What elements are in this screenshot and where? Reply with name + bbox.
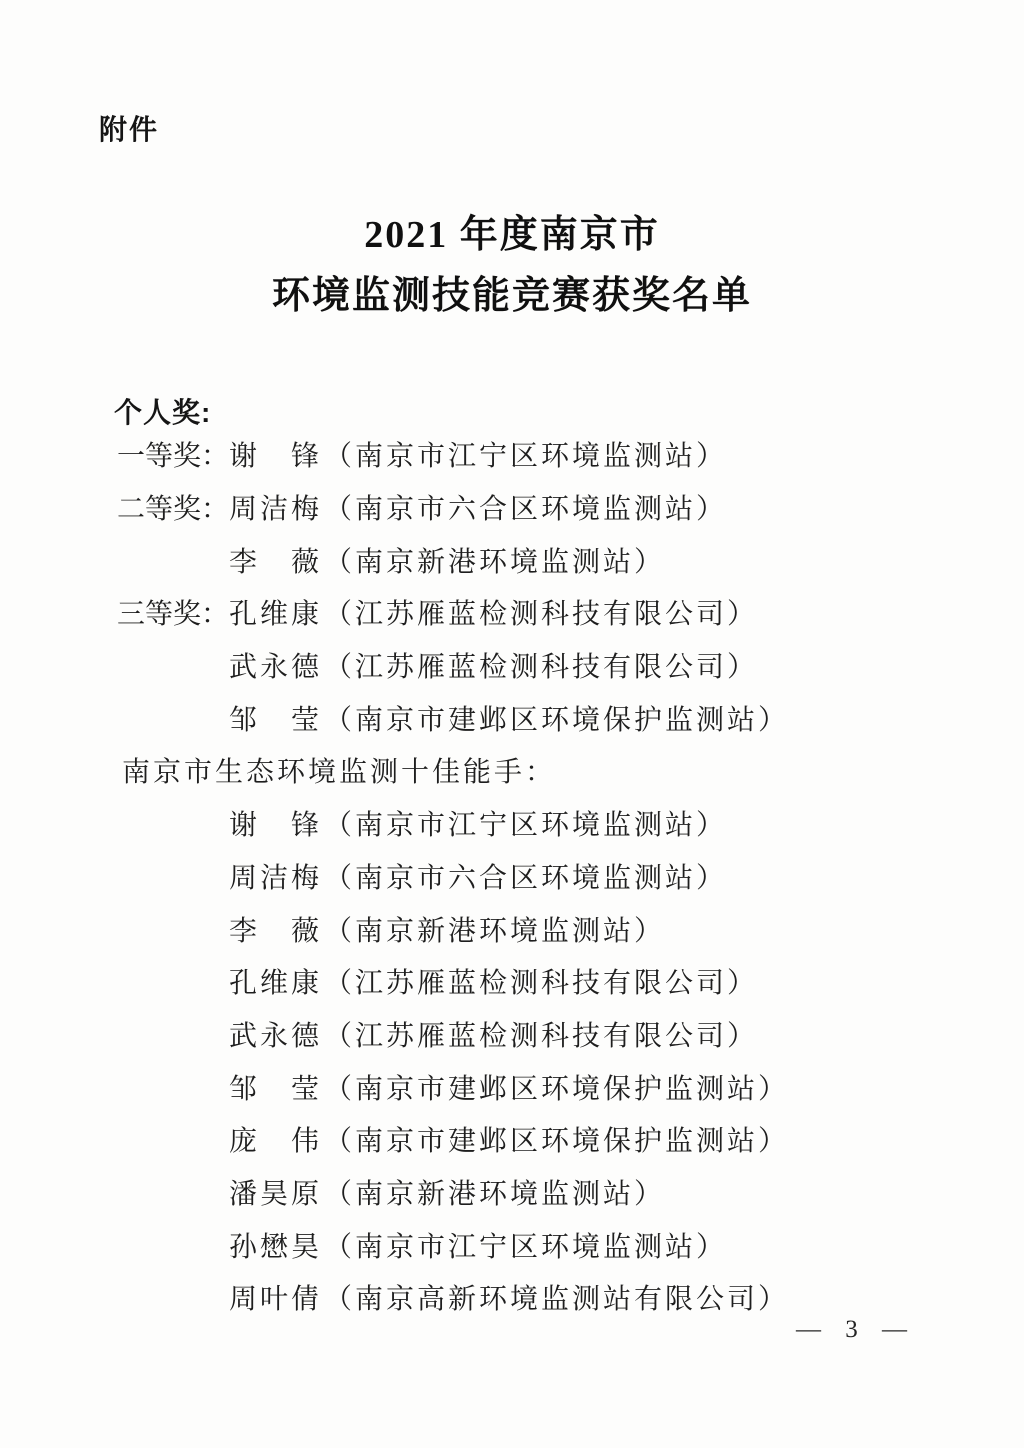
document-title xyxy=(0,205,1024,327)
awardee-org: （江苏雁蓝检测科技有限公司） xyxy=(324,652,759,684)
award-row xyxy=(117,533,997,586)
top-ten-heading-text: 南京市生态环境监测十佳能手： xyxy=(122,757,557,789)
section-heading-top-ten xyxy=(117,744,997,797)
document-title-line2: 环境监测技能竞赛获奖名单 xyxy=(271,275,752,317)
awardee-name: 邹 莹 xyxy=(229,704,323,736)
award-row xyxy=(117,1008,997,1061)
awardee-name: 潘昊原 xyxy=(229,1178,323,1210)
award-row xyxy=(117,1060,997,1113)
awardee-org: （南京新港环境监测站） xyxy=(324,1178,666,1210)
awardee-org: （南京新港环境监测站） xyxy=(324,915,666,947)
page-number: — 3 — xyxy=(796,1316,916,1343)
awardee-name: 孙懋昊 xyxy=(229,1231,323,1263)
awardee-org: （南京市建邺区环境保护监测站） xyxy=(324,704,790,736)
award-list xyxy=(117,428,997,1324)
awardee-name: 武永德 xyxy=(229,652,323,684)
attachment-label: 附件 xyxy=(99,114,160,145)
award-row xyxy=(117,1166,997,1219)
awardee-org: （江苏雁蓝检测科技有限公司） xyxy=(324,1020,759,1052)
awardee-org: （南京新港环境监测站） xyxy=(324,546,666,578)
awardee-name: 周叶倩 xyxy=(229,1284,323,1316)
awardee-name: 孔维康 xyxy=(229,599,323,631)
awardee-name: 李 薇 xyxy=(229,546,323,578)
award-row xyxy=(117,797,997,850)
awardee-name: 李 薇 xyxy=(229,915,323,947)
award-row xyxy=(117,428,997,481)
awardee-name: 邹 莹 xyxy=(229,1073,323,1105)
awardee-org: （南京市建邺区环境保护监测站） xyxy=(324,1073,790,1105)
awardee-org: （江苏雁蓝检测科技有限公司） xyxy=(324,968,759,1000)
awardee-org: （江苏雁蓝检测科技有限公司） xyxy=(324,599,759,631)
award-rank: 二等奖： xyxy=(117,494,230,526)
award-row xyxy=(117,586,997,639)
award-row xyxy=(117,1218,997,1271)
awardee-org: （南京市建邺区环境保护监测站） xyxy=(324,1126,790,1158)
award-row xyxy=(117,691,997,744)
awardee-org: （南京市江宁区环境监测站） xyxy=(324,441,728,473)
awardee-name: 周洁梅 xyxy=(229,862,323,894)
awardee-org: （南京市六合区环境监测站） xyxy=(324,494,728,526)
award-row xyxy=(117,481,997,534)
awardee-name: 谢 锋 xyxy=(229,441,323,473)
awardee-name: 周洁梅 xyxy=(229,494,323,526)
section-heading-individual-awards: 个人奖: xyxy=(114,397,212,428)
award-row xyxy=(117,955,997,1008)
awardee-org: （南京市江宁区环境监测站） xyxy=(324,810,728,842)
document-title-line1: 2021 年度南京市 xyxy=(364,214,660,256)
awardee-org: （南京市江宁区环境监测站） xyxy=(324,1231,728,1263)
awardee-org: （南京高新环境监测站有限公司） xyxy=(324,1284,790,1316)
awardee-org: （南京市六合区环境监测站） xyxy=(324,862,728,894)
awardee-name: 孔维康 xyxy=(229,968,323,1000)
award-rank: 一等奖： xyxy=(117,441,230,473)
award-row xyxy=(117,639,997,692)
awardee-name: 谢 锋 xyxy=(229,810,323,842)
awardee-name: 庞 伟 xyxy=(229,1126,323,1158)
award-row xyxy=(117,1113,997,1166)
award-rank: 三等奖： xyxy=(117,599,230,631)
award-row xyxy=(117,850,997,903)
awardee-name: 武永德 xyxy=(229,1020,323,1052)
award-row xyxy=(117,902,997,955)
